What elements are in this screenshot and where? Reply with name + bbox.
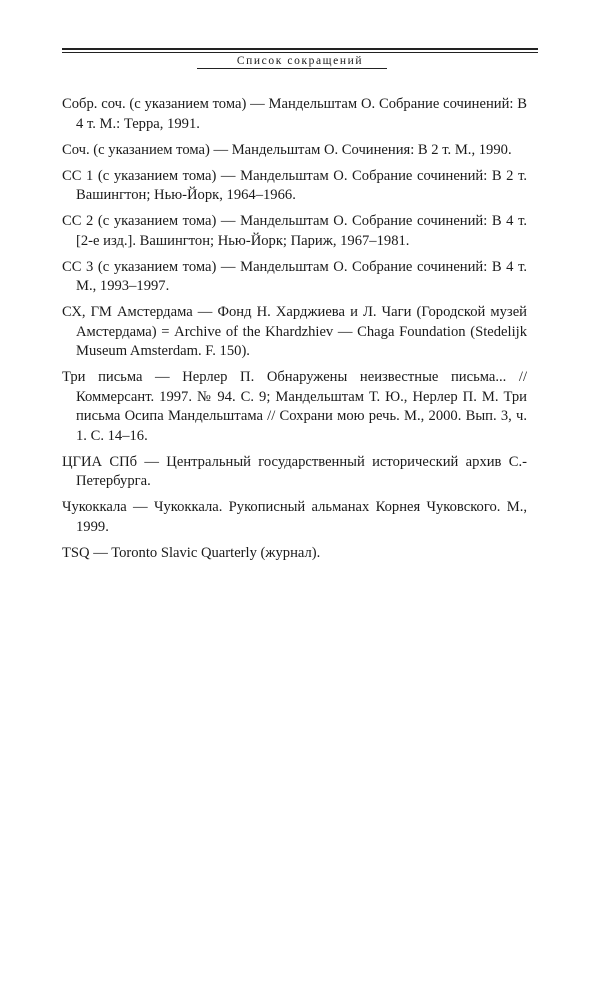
header-double-rule bbox=[62, 48, 538, 53]
abbreviation-list bbox=[62, 95, 527, 570]
abbreviation-entry: СС 2 (с указанием тома) — Мандельштам О. Собрание сочинений: В 4 т. [2-е изд.]. Вашингтон; Нью-Йорк; Париж, 1967–1981. bbox=[62, 213, 527, 249]
abbreviation-entry: TSQ — Toronto Slavic Quarterly (журнал). bbox=[62, 544, 321, 561]
abbreviation-entry: Чукоккала — Чукоккала. Рукописный альманах Корнея Чуковского. М., 1999. bbox=[62, 499, 527, 535]
abbreviation-entry: СС 1 (с указанием тома) — Мандельштам О. Собрание сочинений: В 2 т. Вашингтон; Нью-Йорк, 1964–1966. bbox=[62, 167, 527, 203]
abbreviation-entry: Три письма — Нерлер П. Обнаружены неизвестные письма... // Коммерсант. 1997. № 94. С. 9; Мандельштам Т. Ю., Нерлер П. М. Три письма Осипа Мандельштама // Сохрани мою речь. М., 2000. Вып. 3, ч. 1. С. 14–16. bbox=[62, 369, 527, 444]
abbreviation-entry: СС 3 (с указанием тома) — Мандельштам О. Собрание сочинений: В 4 т. М., 1993–1997. bbox=[62, 258, 527, 294]
abbreviation-entry: ЦГИА СПб — Центральный государственный исторический архив С.-Петербурга. bbox=[62, 453, 527, 489]
running-title: Список сокращений bbox=[236, 55, 364, 67]
running-header bbox=[62, 48, 538, 72]
abbreviation-entry: Соч. (с указанием тома) — Мандельштам О. Сочинения: В 2 т. М., 1990. bbox=[62, 141, 512, 158]
abbreviation-entry: Собр. соч. (с указанием тома) — Мандельштам О. Собрание сочинений: В 4 т. М.: Терра, 1991. bbox=[62, 96, 527, 132]
header-underline-rule bbox=[197, 68, 387, 69]
abbreviation-entry: СХ, ГМ Амстердама — Фонд Н. Харджиева и Л. Чаги (Городской музей Амстердама) = Archive of the Khardzhiev — Chaga Foundation (Stedelijk Museum Amsterdam. F. 150). bbox=[62, 304, 527, 359]
